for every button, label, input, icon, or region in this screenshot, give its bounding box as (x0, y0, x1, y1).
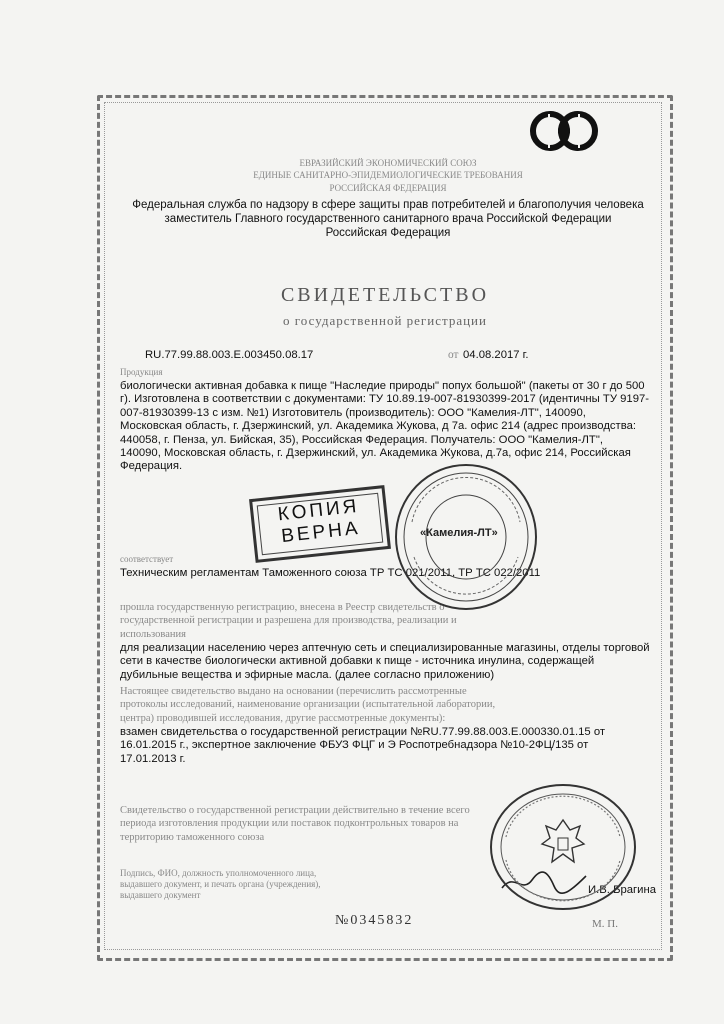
statement-line: государственной регистрации и разрешена для производства, реализации и (120, 615, 457, 627)
statement-line: прошла государственную регистрацию, внесена в Реестр свидетельств о (120, 602, 445, 613)
stamp-line-2: ВЕРНА (280, 517, 362, 548)
document-subtitle: о государственной регистрации (283, 313, 487, 328)
stamp-line-1: КОПИЯ (276, 495, 361, 526)
caption-line: выдавшего документ (120, 890, 201, 900)
agency-line-2: заместитель Главного государственного санитарного врача Российской Федерации (164, 213, 612, 225)
basis-statement (120, 685, 650, 725)
product-line: г). Изготовлена в соответствии с документами: ТУ 10.89.19-007-81930399-2017 (идентичны ТУ 9197- (120, 393, 650, 406)
product-line: Федерация. (120, 460, 183, 473)
product-line: биологически активная добавка к пище "Наследие природы" попух большой" (пакеты от 30 г до 500 (120, 380, 645, 392)
company-seal-text: «Камелия-ЛТ» (420, 527, 498, 539)
usage-description (120, 642, 660, 682)
statement-line: Свидетельство о государственной регистрации действительно в течение всего (120, 805, 470, 816)
serial-number: №0345832 (335, 913, 414, 928)
header-faint-line-2: ЕДИНЫЕ САНИТАРНО-ЭПИДЕМИОЛОГИЧЕСКИЕ ТРЕБОВАНИЯ (253, 170, 523, 180)
registration-statement (120, 601, 650, 641)
product-line: 140090, Московская область, г. Дзержинский, ул. Академика Жукова, д.7а, офис 214, Российская (120, 447, 631, 460)
registration-number: RU.77.99.88.003.Е.003450.08.17 (145, 349, 314, 361)
basis-line: 17.01.2013 г. (120, 752, 186, 765)
conformity-label: соответствует (120, 554, 174, 564)
usage-line: для реализации населению через аптечную сеть и специализированные магазины, отделы торговой (120, 642, 650, 654)
basis-line: 16.01.2015 г., экспертное заключение ФБУЗ ФЦГ и Э Роспотребнадзора №10-2ФЦ/135 от (120, 739, 589, 752)
date-prefix: от (448, 349, 459, 361)
country-line: Российская Федерация (325, 227, 451, 239)
signatory-name: И.В. Брагина (588, 884, 657, 896)
header-faint-line-3: РОССИЙСКАЯ ФЕДЕРАЦИЯ (329, 183, 447, 193)
statement-line: Настоящее свидетельство выдано на основании (перечислить рассмотренные (120, 686, 467, 697)
statement-line: территорию таможенного союза (120, 831, 265, 843)
caption-line: выдавшего документ, и печать органа (учреждения), (120, 879, 321, 889)
agency-line-1: Федеральная служба по надзору в сфере защиты прав потребителей и благополучия человека (132, 199, 644, 211)
mp-label: М. П. (592, 918, 618, 930)
usage-line: сети в качестве биологически активной добавки к пище - источника инулина, содержащей (120, 655, 595, 668)
header-faint-line-1: ЕВРАЗИЙСКИЙ ЭКОНОМИЧЕСКИЙ СОЮЗ (299, 158, 477, 168)
product-line: 007-81930399-13 с изм. №1) Изготовитель (производитель): ООО "Камелия-ЛТ", 140090, (120, 406, 586, 419)
issue-date: 04.08.2017 г. (463, 349, 529, 361)
statement-line: периода изготовления продукции или поставок подконтрольных товаров на (120, 818, 459, 830)
product-line: 440058, г. Пенза, ул. Бийская, 35), Российская Федерация. Получатель: ООО "Камелия-ЛТ", (120, 433, 603, 446)
statement-line: использования (120, 628, 186, 640)
document-title: СВИДЕТЕЛЬСТВО (280, 284, 490, 306)
conformity-text: Техническим регламентам Таможенного союза ТР ТС 021/2011, ТР ТС 022/2011 (120, 567, 541, 579)
signature-caption (120, 868, 440, 901)
ce-logo-icon (528, 108, 600, 154)
statement-line: центра) проводившей исследования, другие рассмотренные документы): (120, 712, 446, 724)
basis-line: взамен свидетельства о государственной регистрации №RU.77.99.88.003.Е.000330.01.15 от (120, 726, 606, 738)
statement-line: протоколы исследований, наименование организации (испытательной лаборатории, (120, 699, 496, 711)
product-description (120, 380, 650, 474)
official-seal-icon (488, 782, 638, 912)
product-line: Московская область, г. Дзержинский, ул. Академика Жукова, д 7а. офис 214 (адрес производства: (120, 420, 637, 433)
caption-line: Подпись, ФИО, должность уполномоченного лица, (120, 868, 317, 878)
usage-line: дубильные вещества и эфирные масла. (далее согласно приложению) (120, 668, 495, 681)
basis-documents (120, 726, 650, 766)
product-label: Продукция (120, 367, 163, 377)
